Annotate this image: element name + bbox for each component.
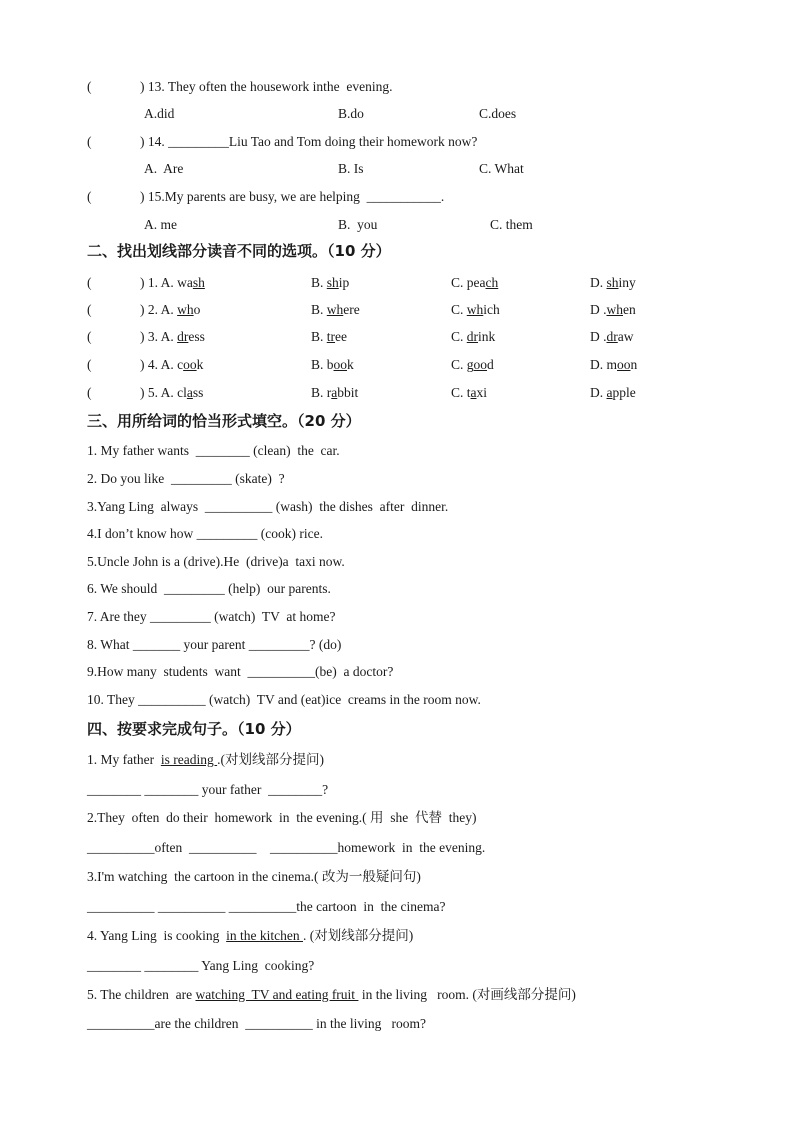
question-text: ) 15.My parents are busy, we are helping ___________. xyxy=(140,189,445,204)
fill-blank-item[interactable]: 1. My father wants ________ (clean) the car. xyxy=(87,443,340,458)
section-3-heading: 三、用所给词的恰当形式填空。（20 分） xyxy=(87,412,361,430)
sentence-5-answer[interactable]: __________are the children __________ in the living room? xyxy=(87,1016,426,1031)
answer-paren[interactable]: ( xyxy=(87,329,92,344)
option-d: D. moon xyxy=(590,357,638,372)
option-a: A.did xyxy=(144,106,175,121)
option-b: B. book xyxy=(311,357,354,372)
answer-paren[interactable]: ( xyxy=(87,134,92,149)
option-d: D .when xyxy=(590,302,636,317)
fill-blank-item[interactable]: 3.Yang Ling always __________ (wash) the dishes after dinner. xyxy=(87,499,449,514)
option-c: C. peach xyxy=(451,275,499,290)
answer-paren[interactable]: ( xyxy=(87,385,92,400)
option-d: D. shiny xyxy=(590,275,636,290)
option-b: B. tree xyxy=(311,329,347,344)
answer-paren[interactable]: ( xyxy=(87,79,92,94)
option-b: B. where xyxy=(311,302,360,317)
option-b: B. Is xyxy=(338,161,364,176)
sentence-4-answer[interactable]: ________ ________ Yang Ling cooking? xyxy=(87,958,315,973)
answer-paren[interactable]: ( xyxy=(87,275,92,290)
option-a: A. me xyxy=(144,217,177,232)
sentence-1-answer[interactable]: ________ ________ your father ________? xyxy=(87,782,329,797)
section-2-heading: 二、找出划线部分读音不同的选项。（10 分） xyxy=(87,242,391,260)
option-c: C.does xyxy=(479,106,517,121)
answer-paren[interactable]: ( xyxy=(87,302,92,317)
option-b: B. ship xyxy=(311,275,350,290)
option-c: C. good xyxy=(451,357,494,372)
fill-blank-item[interactable]: 9.How many students want __________(be) a doctor? xyxy=(87,664,394,679)
option-a: ) 4. A. cook xyxy=(140,357,204,372)
option-b: B.do xyxy=(338,106,364,121)
option-c: C. which xyxy=(451,302,500,317)
option-c: C. drink xyxy=(451,329,496,344)
question-text: ) 13. They often the housework inthe evening. xyxy=(140,79,393,94)
fill-blank-item[interactable]: 5.Uncle John is a (drive).He (drive)a taxi now. xyxy=(87,554,345,569)
fill-blank-item[interactable]: 7. Are they _________ (watch) TV at home? xyxy=(87,609,336,624)
fill-blank-item[interactable]: 10. They __________ (watch) TV and (eat)ice creams in the room now. xyxy=(87,692,481,707)
sentence-1: 1. My father is reading .(对划线部分提问) xyxy=(87,752,324,767)
option-d: D. apple xyxy=(590,385,636,400)
option-a: ) 3. A. dress xyxy=(140,329,205,344)
sentence-4: 4. Yang Ling is cooking in the kitchen . (对划线部分提问) xyxy=(87,928,414,943)
sentence-3: 3.I'm watching the cartoon in the cinema.( 改为一般疑问句) xyxy=(87,869,421,884)
sentence-2: 2.They often do their homework in the evening.( 用 she 代替 they) xyxy=(87,810,477,825)
sentence-3-answer[interactable]: __________ __________ __________the cartoon in the cinema? xyxy=(87,899,446,914)
option-c: C. What xyxy=(479,161,524,176)
question-text: ) 14. _________Liu Tao and Tom doing their homework now? xyxy=(140,134,478,149)
fill-blank-item[interactable]: 6. We should _________ (help) our parents. xyxy=(87,581,331,596)
fill-blank-item[interactable]: 4.I don’t know how _________ (cook) rice. xyxy=(87,526,323,541)
option-c: C. them xyxy=(490,217,533,232)
option-b: B. rabbit xyxy=(311,385,359,400)
option-a: A. Are xyxy=(144,161,184,176)
option-a: ) 5. A. class xyxy=(140,385,204,400)
option-d: D .draw xyxy=(590,329,634,344)
fill-blank-item[interactable]: 8. What _______ your parent _________? (do) xyxy=(87,637,342,652)
option-c: C. taxi xyxy=(451,385,488,400)
sentence-2-answer[interactable]: __________often __________ __________homework in the evening. xyxy=(87,840,486,855)
fill-blank-item[interactable]: 2. Do you like _________ (skate) ? xyxy=(87,471,285,486)
sentence-5: 5. The children are watching TV and eating fruit in the living room. (对画线部分提问) xyxy=(87,987,576,1002)
option-b: B. you xyxy=(338,217,378,232)
section-4-heading: 四、按要求完成句子。（10 分） xyxy=(87,720,301,738)
answer-paren[interactable]: ( xyxy=(87,189,92,204)
option-a: ) 1. A. wash xyxy=(140,275,205,290)
answer-paren[interactable]: ( xyxy=(87,357,92,372)
option-a: ) 2. A. who xyxy=(140,302,201,317)
